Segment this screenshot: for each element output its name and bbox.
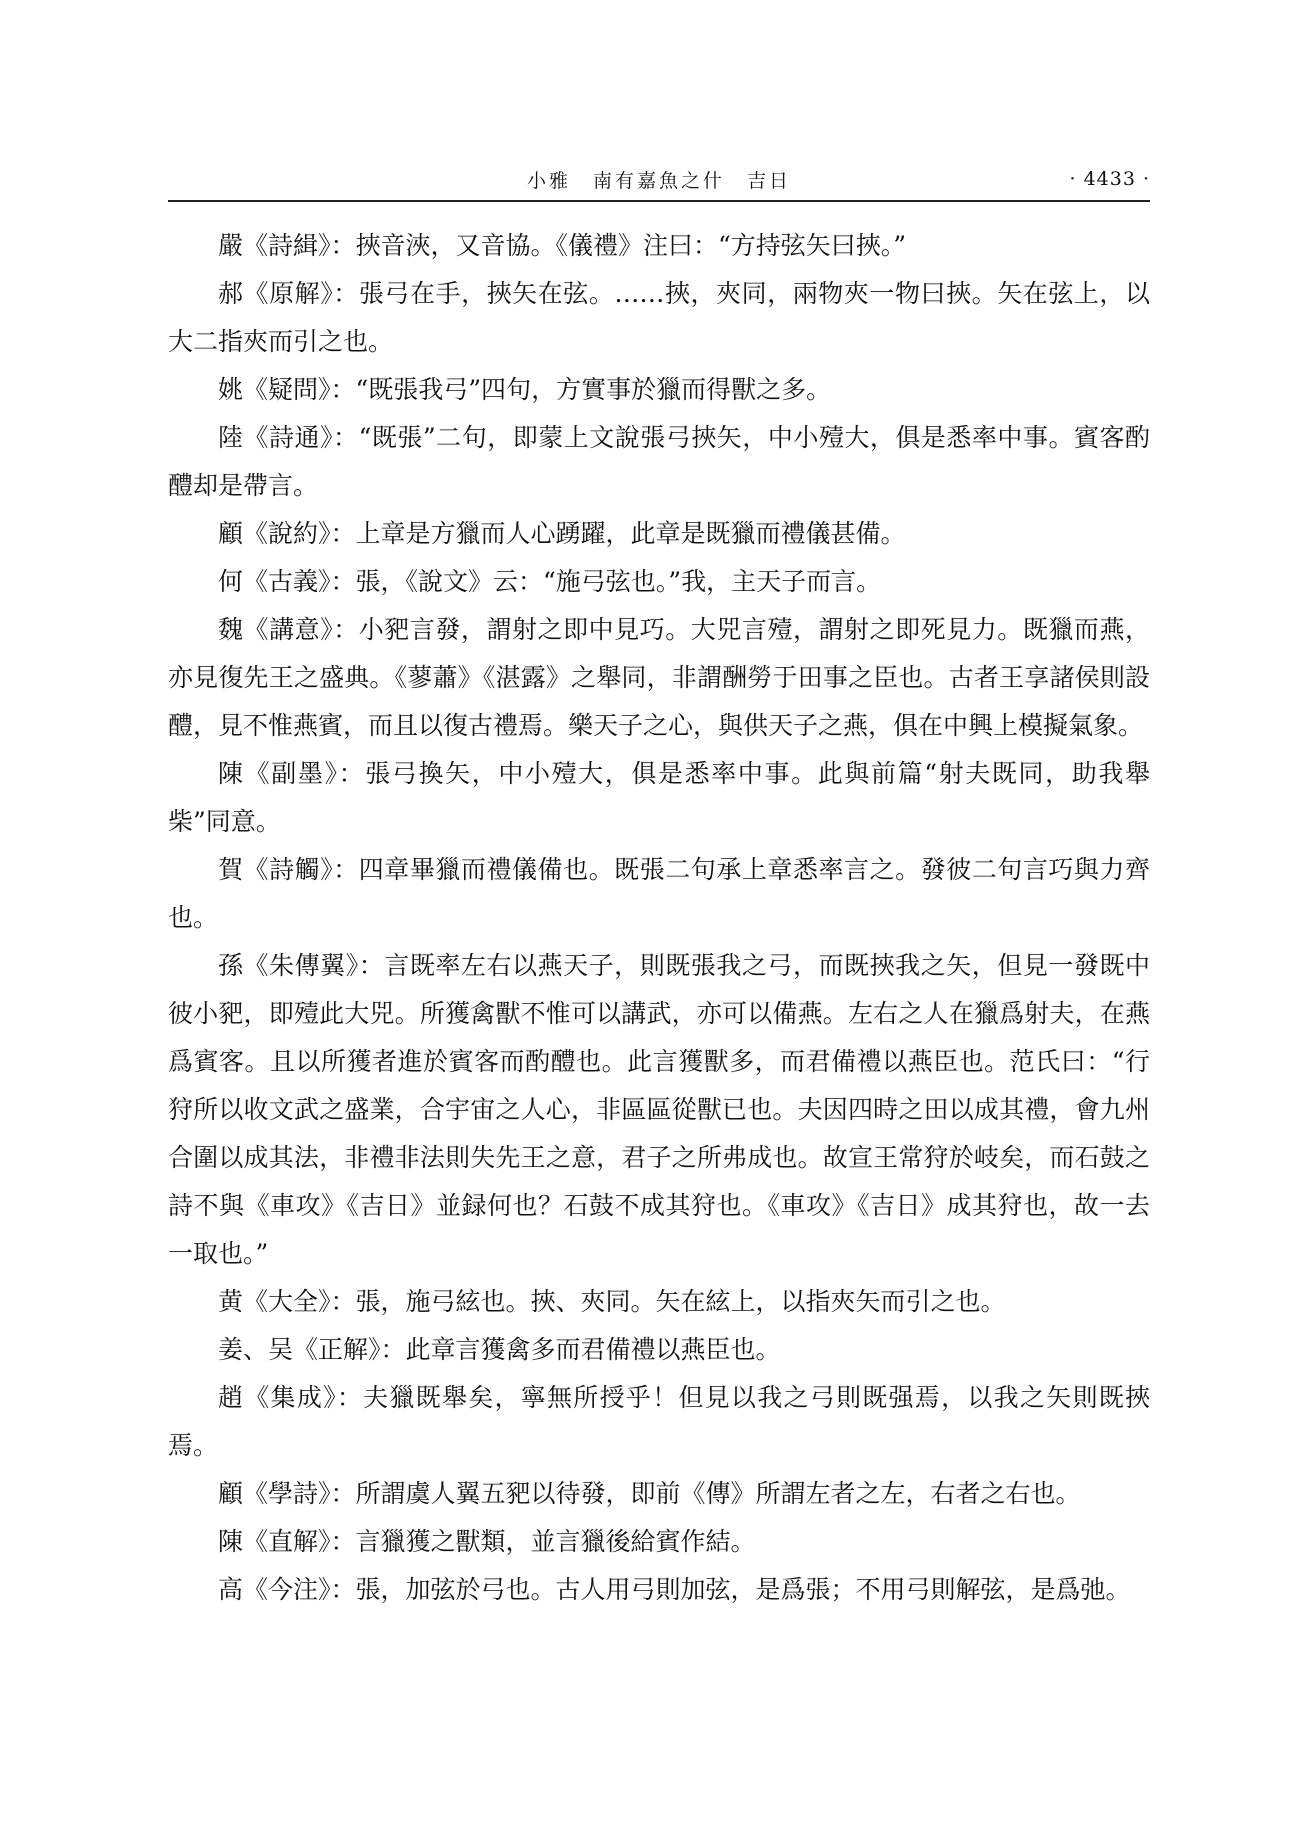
paragraph-gu-xueshi: 顧《學詩》：所謂虞人翼五豝以待發，即前《傳》所謂左者之左，右者之右也。 [218, 1479, 1081, 1508]
commentary-body [168, 222, 1150, 1614]
paragraph-lu-shitong: 陸《詩通》：“既張”二句，即蒙上文說張弓挾矢，中小殪大，俱是悉率中事。賓客酌醴却是帶言。 [168, 423, 1150, 500]
paragraph-jiang-wu-zhengjie: 姜、吴《正解》：此章言獲禽多而君備禮以燕臣也。 [218, 1335, 781, 1364]
paragraph-chen-zhijie: 陳《直解》：言獵獲之獸類，並言獵後給賓作結。 [218, 1527, 756, 1556]
paragraph-wei-jiangyi: 魏《講意》：小豝言發，謂射之即中見巧。大兕言殪，謂射之即死見力。既獵而燕，亦見復先王之盛典。《蓼蕭》《湛露》之舉同，非謂酬勞于田事之臣也。古者王享諸侯則設醴，見不惟燕賓，而且以復古禮焉。樂天子之心，與供天子之燕，俱在中興上模擬氣象。 [168, 615, 1150, 740]
paragraph-chen-fumo: 陳《副墨》：張弓換矢，中小殪大，俱是悉率中事。此與前篇“射夫既同，助我舉柴”同意。 [168, 759, 1150, 836]
running-header [168, 156, 1150, 202]
header-title: 小雅 南有嘉魚之什 吉日 [526, 170, 791, 192]
paragraph-sun-zhuchuanyi: 孫《朱傳翼》：言既率左右以燕天子，則既張我之弓，而既挾我之矢，但見一發既中彼小豝，即殪此大兕。所獲禽獸不惟可以講武，亦可以備燕。左右之人在獵爲射夫，在燕爲賓客。且以所獲者進於賓客而酌醴也。此言獲獸多，而君備禮以燕臣也。范氏曰：“行狩所以收文武之盛業，合宇宙之人心，非區區從獸已也。夫因四時之田以成其禮，會九州合圍以成其法，非禮非法則失先王之意，君子之所弗成也。故宣王常狩於岐矣，而石鼓之詩不與《車攻》《吉日》並録何也？石鼓不成其狩也。《車攻》《吉日》成其狩也，故一去一取也。” [168, 951, 1150, 1268]
paragraph-huang-daquan: 黄《大全》：張，施弓絃也。挾、夾同。矢在絃上，以指夾矢而引之也。 [218, 1287, 1006, 1316]
paragraph-zhao-jicheng: 趙《集成》：夫獵既舉矣，寧無所授乎！但見以我之弓則既强焉，以我之矢則既挾焉。 [168, 1383, 1150, 1460]
paragraph-he-guyi: 何《古義》：張，《說文》云：“施弓弦也。”我，主天子而言。 [218, 567, 882, 596]
paragraph-yan-shiji: 嚴《詩緝》：挾音浹，又音協。《儀禮》注曰：“方持弦矢曰挾。” [218, 231, 907, 260]
paragraph-yao-yiwen: 姚《疑問》：“既張我弓”四句，方實事於獵而得獸之多。 [218, 375, 832, 404]
paragraph-gu-shuoyue: 顧《說約》：上章是方獵而人心踴躍，此章是既獵而禮儀甚備。 [218, 519, 906, 548]
paragraph-hao-yuanjie: 郝《原解》：張弓在手，挾矢在弦。……挾，夾同，兩物夾一物曰挾。矢在弦上，以大二指夾而引之也。 [168, 279, 1150, 356]
paragraph-he-shichu: 賀《詩觸》：四章畢獵而禮儀備也。既張二句承上章悉率言之。發彼二句言巧與力齊也。 [168, 855, 1150, 932]
page-number: · 4433 · [1069, 168, 1150, 190]
paragraph-gao-jinzhu: 高《今注》：張，加弦於弓也。古人用弓則加弦，是爲張；不用弓則解弦，是爲弛。 [218, 1575, 1131, 1604]
